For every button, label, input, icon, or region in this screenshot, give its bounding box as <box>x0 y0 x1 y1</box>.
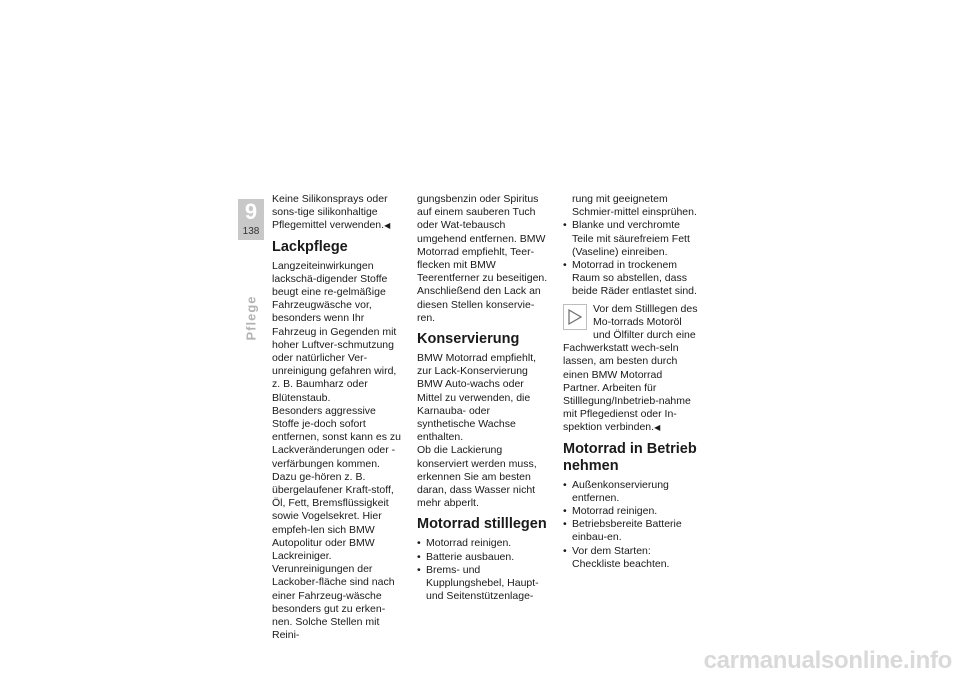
paragraph: Langzeiteinwirkungen lackschä-digender Stoffe beugt eine re-gelmäßige Fahrzeugwäsche vor, besonders wenn Ihr Fahrzeug in Gegenden mit hoher Luftver-schmutzung oder natürlicher Ver-unreinigung gefahren wird, z. B. Baumharz oder Blütenstaub. <box>272 259 397 404</box>
intro-text: Keine Silikonsprays oder sons-tige silikonhaltige Pflegemittel verwenden.◀ <box>272 193 391 232</box>
list-item: • Betriebsbereite Batterie einbau-en. <box>563 518 699 544</box>
heading-stilllegen: Motorrad stilllegen <box>417 516 547 533</box>
list-item: • Blanke und verchromte Teile mit säurefreiem Fett (Vaseline) einreiben. <box>563 219 699 259</box>
paragraph: BMW Motorrad empfiehlt, zur Lack-Konservierung BMW Auto-wachs oder Mittel zu verwenden, die Karnauba- oder synthetische Wachse enthalten. <box>417 352 537 444</box>
page-number: 138 <box>242 226 260 237</box>
bullet-list <box>563 479 699 571</box>
heading-inbetriebnahme: Motorrad in Betrieb nehmen <box>563 440 697 474</box>
watermark-text: carmanualsonline.info <box>703 647 952 674</box>
play-triangle-icon <box>563 304 587 330</box>
continuation-text: gungsbenzin oder Spiritus auf einem sauberen Tuch oder Wat-tebausch umgehend entfernen. BMW Motorrad empfiehlt, Teer-flecken mit BMW Teerentferner zu beseitigen. Anschließend den Lack an diesen Stellen konservie-ren. <box>417 193 548 324</box>
list-item-continuation: rung mit geeignetem Schmier-mittel einsprühen. <box>572 193 697 219</box>
column-2 <box>417 193 551 603</box>
paragraph: Besonders aggressive Stoffe je-doch sofort entfernen, sonst kann es zu Lackveränderungen oder -verfärbungen kommen. Dazu ge-hören z. B. übergelaufener Kraft-stoff, Öl, Fett, Bremsflüssigkeit sowie Vogelsekret. Hier empfeh-len sich BMW Autopolitur oder BMW Lackreiniger. <box>272 404 401 563</box>
heading-lackpflege: Lackpflege <box>272 238 348 255</box>
column-1 <box>272 193 405 643</box>
list-item: • Motorrad reinigen. <box>563 505 699 518</box>
chapter-tab <box>238 199 264 240</box>
bullet-list <box>563 193 699 299</box>
list-item: • Vor dem Starten: Checkliste beachten. <box>563 545 699 571</box>
note-block <box>563 303 699 435</box>
list-item: • Brems- und Kupplungshebel, Haupt- und Seitenstützenlage- <box>417 564 551 604</box>
note-text: Vor dem Stilllegen des Mo-torrads Motoröl und Ölfilter durch eine Fachwerkstatt wech-seln lassen, am besten durch einen BMW Motorrad Partner. Arbeiten für Stilllegung/Inbetrieb-nahme mit Pflegedienst oder In-spektion verbinden.◀ <box>563 302 698 434</box>
paragraph: Verunreinigungen der Lackober-fläche sind nach einer Fahrzeug-wäsche besonders gut zu erken-nen. Solche Stellen mit Reini- <box>272 563 395 642</box>
list-item: • Batterie ausbauen. <box>417 551 551 564</box>
list-item: • Motorrad reinigen. <box>417 537 551 550</box>
end-mark: ◀ <box>384 221 391 231</box>
paragraph: Ob die Lackierung konserviert werden muss, erkennen Sie am besten daran, dass Wasser nicht mehr abperlt. <box>417 444 537 510</box>
bullet-list <box>417 537 551 603</box>
column-3 <box>563 193 699 571</box>
heading-konservierung: Konservierung <box>417 331 520 348</box>
section-label: Pflege <box>243 295 259 341</box>
chapter-number: 9 <box>244 199 258 224</box>
end-mark: ◀ <box>654 423 661 433</box>
list-item: • Motorrad in trockenem Raum so abstellen, dass beide Räder entlastet sind. <box>563 259 699 299</box>
list-item: • Außenkonservierung entfernen. <box>563 479 699 505</box>
